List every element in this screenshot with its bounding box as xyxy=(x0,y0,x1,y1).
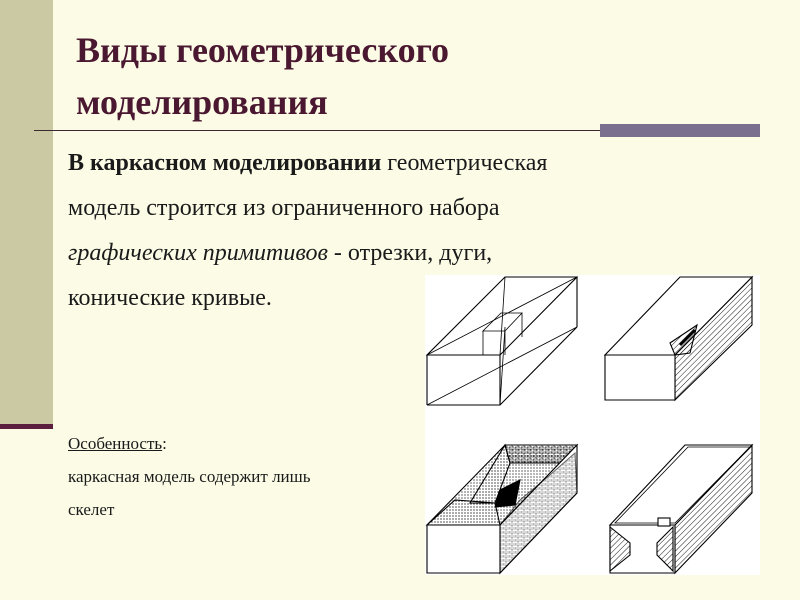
body-line-4: конические кривые. xyxy=(68,285,272,311)
body-bold-lead: В каркасном моделировании xyxy=(68,150,382,176)
wireframe-box-figure xyxy=(427,277,577,405)
note-line-2: скелет xyxy=(68,500,115,519)
body-line-1-rest: геометрическая xyxy=(381,150,548,176)
hatched-tunnel-figure xyxy=(610,445,752,573)
feature-note xyxy=(68,427,428,526)
body-italic-term: графических примитивов xyxy=(68,240,328,266)
body-line-3-rest: - отрезки, дуги, xyxy=(327,240,493,266)
sidebar-band xyxy=(0,0,53,428)
note-label: Особенность xyxy=(68,434,163,453)
textured-box-figure xyxy=(427,445,577,573)
body-line-3 xyxy=(68,231,708,276)
hatched-box-figure xyxy=(605,277,752,400)
model-illustration xyxy=(425,275,760,575)
body-line-2: модель строится из ограниченного набора xyxy=(68,195,500,221)
sidebar-accent-line xyxy=(0,424,53,429)
note-line-1: каркасная модель содержит лишь xyxy=(68,467,311,486)
title-line-2: моделирования xyxy=(76,82,328,122)
title-line-1: Виды геометрического xyxy=(76,30,450,70)
note-colon: : xyxy=(162,434,167,453)
slide-title xyxy=(76,24,716,128)
note-heading xyxy=(68,427,428,460)
divider-accent-bar xyxy=(600,124,760,137)
body-line-1 xyxy=(68,141,708,186)
